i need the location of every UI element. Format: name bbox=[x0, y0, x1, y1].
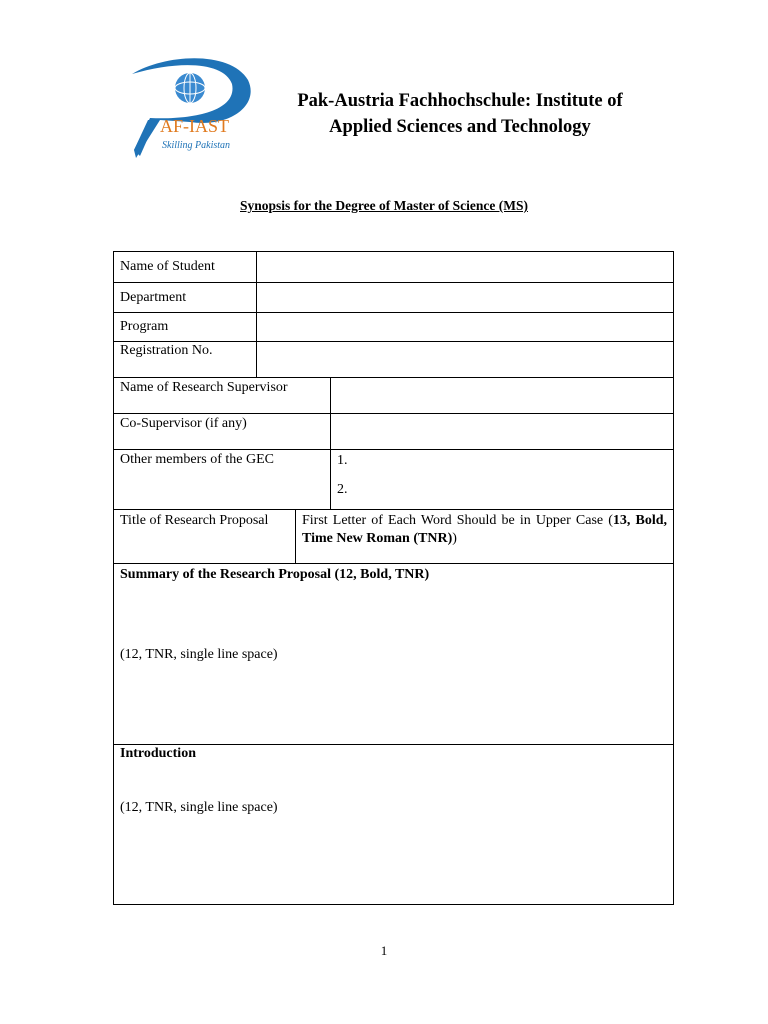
institution-name-line1: Pak-Austria Fachhochschule: Institute of bbox=[297, 91, 623, 111]
program-label-cell bbox=[113, 312, 257, 342]
program-field[interactable] bbox=[256, 312, 674, 342]
institution-name bbox=[270, 88, 650, 140]
co-supervisor-field[interactable] bbox=[330, 413, 674, 450]
supervisor-field[interactable] bbox=[330, 377, 674, 414]
institution-logo bbox=[120, 50, 260, 160]
department-field[interactable] bbox=[256, 282, 674, 313]
gec-members-label: Other members of the GEC bbox=[120, 452, 274, 467]
title-instruction: First Letter of Each Word Should be in Upper Case (13, Bold, Time New Roman (TNR)) bbox=[302, 513, 668, 546]
supervisor-label: Name of Research Supervisor bbox=[120, 380, 288, 395]
page-number: 1 bbox=[380, 943, 388, 958]
synopsis-form bbox=[113, 251, 674, 905]
summary-placeholder: (12, TNR, single line space) bbox=[120, 647, 278, 662]
department-label: Department bbox=[120, 290, 187, 305]
introduction-section[interactable] bbox=[113, 744, 674, 905]
registration-no-label-cell bbox=[113, 341, 257, 378]
registration-no-label: Registration No. bbox=[120, 343, 213, 358]
title-label: Title of Research Proposal bbox=[120, 513, 269, 528]
document-title: Synopsis for the Degree of Master of Science (MS) bbox=[240, 198, 528, 213]
summary-section[interactable] bbox=[113, 563, 674, 745]
registration-no-field[interactable] bbox=[256, 341, 674, 378]
institution-name-line2: Applied Sciences and Technology bbox=[329, 117, 591, 137]
gec-members-field[interactable] bbox=[330, 449, 674, 510]
gec-item-2: 2. bbox=[337, 482, 348, 497]
gec-item-1: 1. bbox=[337, 453, 348, 468]
summary-heading: Summary of the Research Proposal (12, Bold, TNR) bbox=[120, 567, 430, 582]
co-supervisor-label-cell bbox=[113, 413, 331, 450]
department-label-cell bbox=[113, 282, 257, 313]
name-of-student-label-cell bbox=[113, 251, 257, 283]
introduction-placeholder: (12, TNR, single line space) bbox=[120, 800, 278, 815]
gec-members-label-cell bbox=[113, 449, 331, 510]
logo-text: AF-IAST bbox=[160, 116, 230, 136]
logo-tagline: Skilling Pakistan bbox=[162, 140, 231, 151]
title-label-cell bbox=[113, 509, 296, 564]
introduction-heading: Introduction bbox=[120, 746, 196, 761]
co-supervisor-label: Co-Supervisor (if any) bbox=[120, 416, 247, 431]
name-of-student-label: Name of Student bbox=[120, 259, 215, 274]
program-label: Program bbox=[120, 319, 169, 334]
title-field[interactable] bbox=[295, 509, 674, 564]
name-of-student-field[interactable] bbox=[256, 251, 674, 283]
supervisor-label-cell bbox=[113, 377, 331, 414]
